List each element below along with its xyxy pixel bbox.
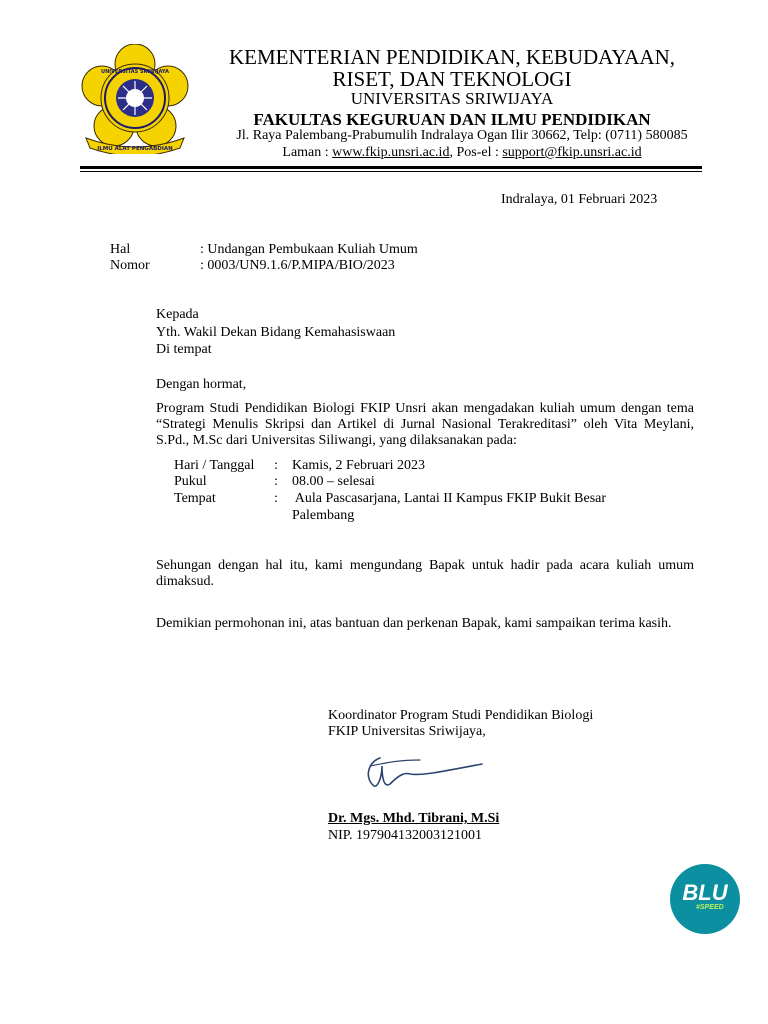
- contact-line: [192, 145, 732, 161]
- detail-value-continued: Palembang: [292, 508, 355, 523]
- signer-name: Dr. Mgs. Mhd. Tibrani, M.Si: [328, 811, 500, 826]
- recipient-line-2: Yth. Wakil Dekan Bidang Kemahasiswaan: [156, 325, 396, 340]
- blu-badge-subtext: #SPEED: [696, 904, 724, 911]
- signer-title-2: FKIP Universitas Sriwijaya,: [328, 724, 486, 739]
- body-paragraph-3: Demikian permohonan ini, atas bantuan dan perkenan Bapak, kami sampaikan terima kasih.: [156, 616, 672, 631]
- hal-value: : Undangan Pembukaan Kuliah Umum: [200, 242, 418, 257]
- university-seal-logo: [80, 44, 190, 154]
- website-link[interactable]: www.fkip.unsri.ac.id: [332, 145, 450, 160]
- header-rule-thin: [80, 171, 702, 172]
- web-label: Laman :: [282, 145, 333, 160]
- signer-title-1: Koordinator Program Studi Pendidikan Biologi: [328, 708, 594, 723]
- logo-ribbon-text: ILMU ALAT PENGABDIAN: [97, 146, 173, 152]
- body-paragraph-2: Sehungan dengan hal itu, kami mengundang Bapak untuk hadir pada acara kuliah umum dimaksud.: [156, 558, 694, 589]
- faculty-name: FAKULTAS KEGURUAN DAN ILMU PENDIDIKAN: [253, 110, 651, 129]
- nomor-value: : 0003/UN9.1.6/P.MIPA/BIO/2023: [200, 258, 395, 273]
- blu-speed-badge: [670, 864, 740, 934]
- hal-label: Hal: [110, 242, 131, 257]
- blu-badge-text: BLU: [682, 880, 728, 905]
- detail-label: Hari / Tanggal: [174, 458, 255, 473]
- detail-sep: :: [274, 458, 278, 473]
- address-line: Jl. Raya Palembang-Prabumulih Indralaya Ogan Ilir 30662, Telp: (0711) 580085: [236, 128, 688, 143]
- letter-date: Indralaya, 01 Februari 2023: [501, 192, 658, 207]
- email-label: , Pos-el :: [449, 145, 503, 160]
- detail-value: Aula Pascasarjana, Lantai II Kampus FKIP Bukit Besar: [292, 491, 607, 506]
- recipient-line-3: Di tempat: [156, 342, 212, 357]
- nomor-label: Nomor: [110, 258, 150, 273]
- detail-value: Kamis, 2 Februari 2023: [292, 458, 425, 473]
- signer-nip: NIP. 197904132003121001: [328, 828, 483, 843]
- logo-text: UNIVERSITAS SRIWIJAYA: [101, 69, 169, 75]
- recipient-line-1: Kepada: [156, 307, 199, 322]
- header-rule-thick: [80, 166, 702, 169]
- ministry-line-2: RISET, DAN TEKNOLOGI: [332, 67, 572, 91]
- detail-sep: :: [274, 474, 278, 489]
- university-name: UNIVERSITAS SRIWIJAYA: [350, 89, 554, 108]
- greeting: Dengan hormat,: [156, 377, 247, 392]
- email-link[interactable]: support@fkip.unsri.ac.id: [502, 145, 642, 160]
- detail-label: Tempat: [174, 491, 216, 506]
- detail-label: Pukul: [174, 474, 207, 489]
- handwritten-signature: [360, 748, 490, 798]
- detail-value: 08.00 – selesai: [292, 474, 375, 489]
- ministry-line-1: KEMENTERIAN PENDIDIKAN, KEBUDAYAAN,: [228, 45, 676, 69]
- detail-sep: :: [274, 491, 278, 506]
- body-paragraph-1: Program Studi Pendidikan Biologi FKIP Unsri akan mengadakan kuliah umum dengan tema “Strategi Menulis Skripsi dan Artikel di Jurnal Nasional Terakreditasi” oleh Vita Meylani, S.Pd., M.Sc dari Universitas Siliwangi, yang dilaksanakan pada:: [156, 401, 694, 448]
